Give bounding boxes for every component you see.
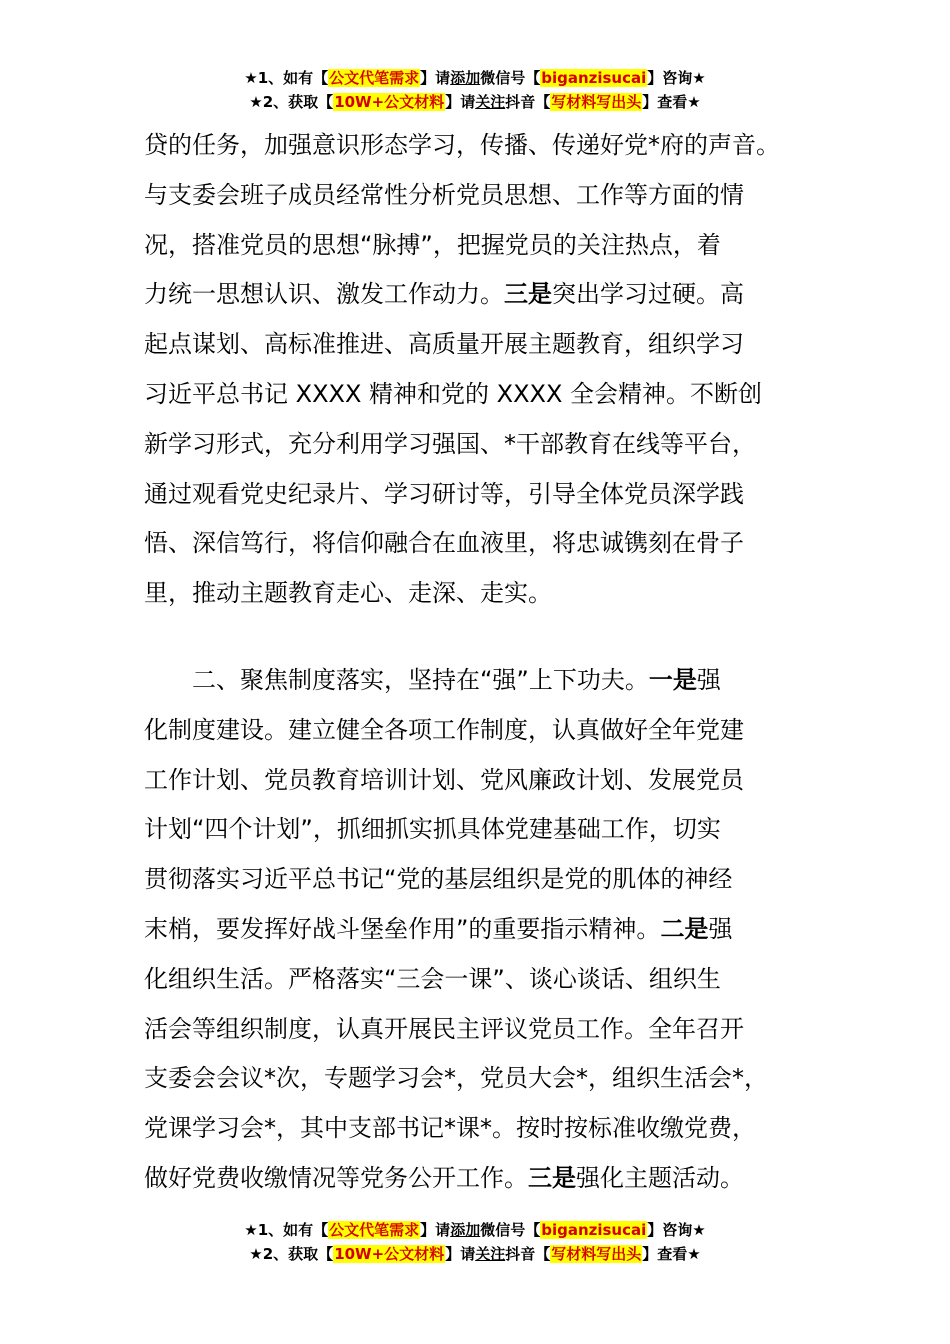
- highlight-materials: 10W+公文材料: [334, 93, 445, 111]
- text-line: 支委会会议*次，专题学习会*，党员大会*，组织生活会*，: [144, 1064, 768, 1093]
- text-line: 通过观看党史纪录片、学习研讨等，引导全体党员深学践: [144, 479, 744, 508]
- banner-line-2: ★2、获取【10W+公文材料】请关注抖音【写材料写出头】查看★: [249, 93, 701, 111]
- bold-marker: 一是: [648, 666, 697, 694]
- bold-marker: 三是: [528, 1163, 576, 1192]
- text-line: 工作计划、党员教育培训计划、党风廉政计划、发展党员: [144, 765, 744, 794]
- paragraph-1: [144, 121, 809, 619]
- bold-marker: 二是: [660, 914, 709, 943]
- text-line: 悟、深信笃行，将信仰融合在血液里，将忠诚镌刻在骨子: [144, 529, 744, 558]
- banner-line-2: ★2、获取【10W+公文材料】请关注抖音【写材料写出头】查看★: [249, 1245, 701, 1263]
- text-line: 贷的任务，加强意识形态学习，传播、传递好党*府的声音。: [144, 131, 780, 159]
- banner-line-1: ★1、如有【公文代笔需求】请添加微信号【biganzisucai】咨询★: [244, 69, 706, 87]
- text-line: 末梢，要发挥好战斗堡垒作用”的重要指示精神。二是强: [144, 914, 733, 943]
- text-line: 做好党费收缴情况等党务公开工作。三是强化主题活动。: [144, 1163, 744, 1192]
- text-line: 新学习形式，充分利用学习强国、*干部教育在线等平台，: [144, 429, 756, 458]
- highlight-service: 公文代笔需求: [329, 69, 420, 87]
- text-line: 里，推动主题教育走心、走深、走实。: [144, 579, 552, 608]
- banner-line-1: ★1、如有【公文代笔需求】请添加微信号【biganzisucai】咨询★: [244, 1221, 706, 1239]
- bold-marker: 三是: [504, 280, 552, 309]
- text-line: 党课学习会*，其中支部书记*课*。按时按标准收缴党费，: [144, 1114, 756, 1143]
- section-heading: 二、聚焦制度落实，坚持在“强”上下功夫。: [192, 666, 649, 694]
- paragraph-2: [144, 656, 809, 1204]
- highlight-materials: 10W+公文材料: [334, 1245, 445, 1263]
- text-line: 化组织生活。严格落实“三会一课”、谈心谈话、组织生: [144, 964, 721, 993]
- text-line: 贯彻落实习近平总书记“党的基层组织是党的肌体的神经: [144, 865, 733, 894]
- footer-banner: [0, 1218, 950, 1266]
- text-line: 化制度建设。建立健全各项工作制度，认真做好全年党建: [144, 715, 744, 744]
- text-line: 力统一思想认识、激发工作动力。三是突出学习过硬。高: [144, 280, 744, 309]
- text-line: 起点谋划、高标准推进、高质量开展主题教育，组织学习: [144, 330, 744, 359]
- header-banner: [0, 66, 950, 114]
- highlight-douyin-account: 写材料写出头: [551, 1245, 642, 1263]
- text-line: 习近平总书记 XXXX 精神和党的 XXXX 全会精神。不断创: [144, 379, 763, 408]
- text-line: 活会等组织制度，认真开展民主评议党员工作。全年召开: [144, 1014, 744, 1043]
- text-line: 二、聚焦制度落实，坚持在“强”上下功夫。一是强: [192, 666, 721, 694]
- highlight-wechat-id: biganzisucai: [541, 69, 647, 87]
- text-line: 计划“四个计划”，抓细抓实抓具体党建基础工作，切实: [144, 815, 721, 844]
- highlight-service: 公文代笔需求: [329, 1221, 420, 1239]
- highlight-douyin-account: 写材料写出头: [551, 93, 642, 111]
- text-line: 与支委会班子成员经常性分析党员思想、工作等方面的情: [144, 180, 744, 209]
- text-line: 况，搭准党员的思想“脉搏”，把握党员的关注热点，着: [144, 230, 721, 259]
- highlight-wechat-id: biganzisucai: [541, 1221, 647, 1239]
